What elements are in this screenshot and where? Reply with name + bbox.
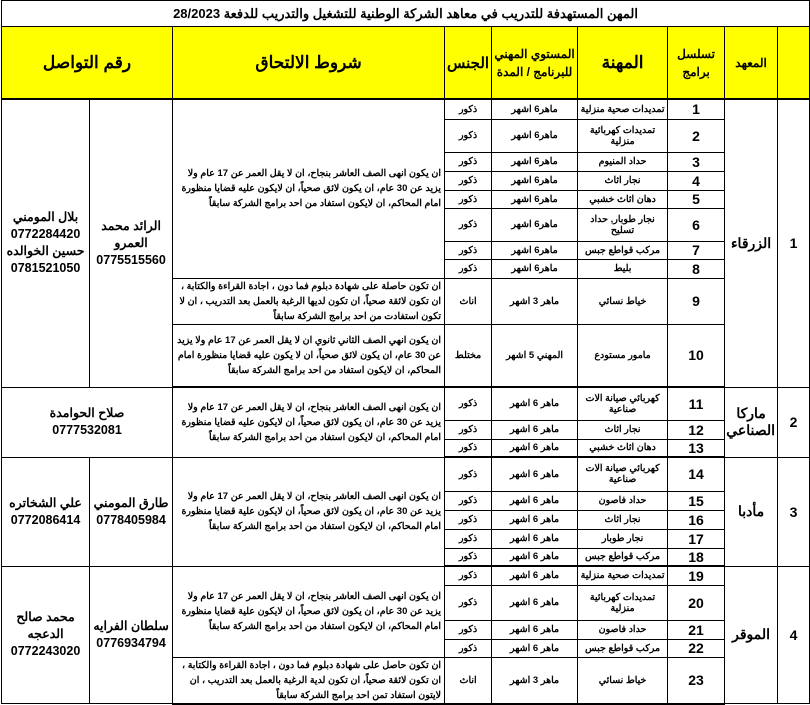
program-level: ماهر 6 اشهر bbox=[492, 510, 578, 529]
program-profession: حداد المنيوم bbox=[578, 152, 668, 171]
admission-conditions: ان يكون انهى الصف العاشر بنجاح، ان لا يقل العمر عن 17 عام ولا يزيد عن 30 عام، ان يكون لائق صحياً، ان لايكون علية قضايا منظورة امام المحاكم، ان لايكون استفاد من احد برامج الشركة سابقاً bbox=[173, 457, 445, 566]
program-serial: 6 bbox=[668, 208, 725, 241]
program-level: ماهر 6 اشهر bbox=[492, 420, 578, 439]
contact-phone: 0772243020 bbox=[10, 644, 81, 659]
program-serial: 7 bbox=[668, 241, 725, 259]
program-profession: مركب قواطع جبس bbox=[578, 241, 668, 259]
contact-name: الدعجه bbox=[27, 627, 64, 642]
program-level: ماهر 6 اشهر bbox=[492, 639, 578, 657]
admission-conditions: ان تكون حاصلة على شهادة دبلوم فما دون ، اجادة القراءة والكتابة ، ان تكون لائقة صحياً، ان تكون لديها الرغبة بالعمل بعد التدريب ، ان لا تكون استفادت من احد برامج الشركة سابقاً bbox=[173, 278, 445, 324]
program-serial: 18 bbox=[668, 548, 725, 566]
program-serial: 21 bbox=[668, 620, 725, 639]
institute-name: ماركا الصناعي bbox=[725, 387, 778, 457]
program-serial: 9 bbox=[668, 278, 725, 324]
program-serial: 17 bbox=[668, 529, 725, 548]
contact-phone: 0781521050 bbox=[10, 261, 81, 276]
program-level: ماهر 3 اشهر bbox=[492, 278, 578, 324]
contact-cell bbox=[2, 457, 90, 566]
program-serial: 8 bbox=[668, 259, 725, 278]
contact-name: العمرو bbox=[114, 235, 148, 250]
program-serial: 15 bbox=[668, 491, 725, 510]
program-profession: خياط نسائي bbox=[578, 657, 668, 704]
program-profession: حداد فاصون bbox=[578, 620, 668, 639]
program-level: ماهر 6 اشهر bbox=[492, 585, 578, 620]
program-gender: ذكور bbox=[445, 259, 492, 278]
contact-cell bbox=[90, 457, 173, 566]
program-profession: نجار طوبار bbox=[578, 529, 668, 548]
program-gender: ذكور bbox=[445, 119, 492, 152]
program-profession: تمديدات صحية منزلية bbox=[578, 566, 668, 585]
admission-conditions: ان يكون انهى الصف العاشر بنجاح، ان لا يقل العمر عن 17 عام ولا يزيد عن 30 عام، ان يكون لائق صحياً، ان لايكون علية قضايا منظورة امام المحاكم، ان لايكون استفاد من احد برامج الشركة سابقاً bbox=[173, 566, 445, 657]
program-gender: ذكور bbox=[445, 639, 492, 657]
contact-phone: 0777532081 bbox=[52, 423, 122, 437]
contact-name: علي الشخاتره bbox=[9, 495, 82, 510]
admission-conditions: ان يكون انهى الصف العاشر بنجاح، ان لا يقل العمر عن 17 عام ولا يزيد عن 30 عام، ان يكون لائق صحياً، ان لايكون عليه قضايا منظورة امام المحاكم، ان لايكون استفاد من احد برامج الشركة سابقاً bbox=[173, 387, 445, 457]
program-serial: 2 bbox=[668, 119, 725, 152]
program-profession: نجار اثاث bbox=[578, 420, 668, 439]
program-profession: خياط نسائي bbox=[578, 278, 668, 324]
contact-cell bbox=[90, 99, 173, 387]
program-level: ماهر6 اشهر bbox=[492, 190, 578, 208]
program-level: ماهر6 اشهر bbox=[492, 152, 578, 171]
program-gender: ذكور bbox=[445, 439, 492, 457]
program-gender: ذكور bbox=[445, 420, 492, 439]
program-gender: ذكور bbox=[445, 620, 492, 639]
contact-name: الرائد محمد bbox=[101, 218, 161, 233]
header-level: المستوي المهني للبرنامج / المدة bbox=[492, 27, 578, 100]
header-contact: رقم التواصل bbox=[2, 27, 173, 100]
program-gender: ذكور bbox=[445, 585, 492, 620]
header-gender: الجنس bbox=[445, 27, 492, 100]
contact-phone: 0772284420 bbox=[10, 227, 81, 242]
institute-index: 2 bbox=[778, 387, 810, 457]
admission-conditions: ان يكون انهي الصف الثاني ثانوي ان لا يقل العمر عن 17 عام ولا يزيد عن 30 عام، ان يكون لائق صحياً، ان لا يكون عليه قضايا منظورة امام المحاكم، ان لايكون استفاد من احد برامج الشركة سابقاً bbox=[173, 324, 445, 387]
table-row bbox=[2, 457, 810, 491]
program-level: ماهر6 اشهر bbox=[492, 99, 578, 119]
contact-phone: 0776934794 bbox=[96, 635, 166, 650]
program-profession: دهان اثاث خشبي bbox=[578, 439, 668, 457]
program-profession: كهربائي صيانة الات صناعية bbox=[578, 387, 668, 420]
admission-conditions: ان تكون حاصل على شهادة دبلوم فما دون ، اجادة القراءة والكتابة ، ان تكون لائقة صحياً، ان تكون لدية الرغبة بالعمل بعد التدريب ، ان لايتون استفاد تمن احد برامج الشركة سابقاً bbox=[173, 657, 445, 704]
contact-cell bbox=[2, 99, 90, 387]
program-gender: ذكور bbox=[445, 99, 492, 119]
program-level: ماهر 6 اشهر bbox=[492, 457, 578, 491]
program-serial: 3 bbox=[668, 152, 725, 171]
header-conditions: شروط الالتحاق bbox=[173, 27, 445, 100]
program-gender: ذكور bbox=[445, 457, 492, 491]
program-level: ماهر6 اشهر bbox=[492, 171, 578, 190]
table-row bbox=[2, 387, 810, 420]
program-profession: تمديدات كهربائية منزلية bbox=[578, 119, 668, 152]
contact-phone: 0778405984 bbox=[96, 512, 166, 527]
program-serial: 1 bbox=[668, 99, 725, 119]
institute-index: 3 bbox=[778, 457, 810, 566]
program-gender: ذكور bbox=[445, 171, 492, 190]
contact-name: سلطان الفرايه bbox=[93, 618, 169, 633]
program-profession: تمديدات كهربائية منزلية bbox=[578, 585, 668, 620]
table-body bbox=[2, 99, 810, 704]
header-serial: تسلسل برامج bbox=[668, 27, 725, 100]
program-level: ماهر 6 اشهر bbox=[492, 620, 578, 639]
program-gender: ذكور bbox=[445, 152, 492, 171]
institute-index: 4 bbox=[778, 566, 810, 704]
program-level: ماهر 6 اشهر bbox=[492, 387, 578, 420]
program-serial: 23 bbox=[668, 657, 725, 704]
program-level: ماهر 6 اشهر bbox=[492, 566, 578, 585]
program-gender: ذكور bbox=[445, 529, 492, 548]
program-profession: مركب قواطع جبس bbox=[578, 548, 668, 566]
program-profession: مامور مستودع bbox=[578, 324, 668, 387]
program-level: ماهر6 اشهر bbox=[492, 259, 578, 278]
table-row bbox=[2, 99, 810, 119]
institute-name: الزرقاء bbox=[725, 99, 778, 387]
contact-name: صلاح الحوامدة bbox=[49, 406, 125, 420]
program-gender: ذكور bbox=[445, 510, 492, 529]
program-profession: تمديدات صحية منزلية bbox=[578, 99, 668, 119]
program-level: ماهر 6 اشهر bbox=[492, 491, 578, 510]
program-level: ماهر6 اشهر bbox=[492, 119, 578, 152]
program-serial: 11 bbox=[668, 387, 725, 420]
contact-cell bbox=[2, 566, 90, 704]
program-serial: 14 bbox=[668, 457, 725, 491]
header-index bbox=[778, 27, 810, 100]
programs-table bbox=[1, 0, 810, 705]
program-serial: 20 bbox=[668, 585, 725, 620]
program-profession: كهربائي صيانة الات صناعية bbox=[578, 457, 668, 491]
admission-conditions: ان يكون انهى الصف العاشر بنجاح، ان لا يقل العمر عن 17 عام ولا يزيد عن 30 عام، ان يكون لائق صحياً، ان لايكون عليه قضايا منظورة امام المحاكم، ان لايكون استفاد من احد برامج الشركة سابقاً bbox=[173, 99, 445, 278]
program-level: ماهر6 اشهر bbox=[492, 241, 578, 259]
program-level: المهني 5 اشهر bbox=[492, 324, 578, 387]
institute-index: 1 bbox=[778, 99, 810, 387]
program-serial: 12 bbox=[668, 420, 725, 439]
program-serial: 13 bbox=[668, 439, 725, 457]
header-profession: المهنة bbox=[578, 27, 668, 100]
header-institute: المعهد bbox=[725, 27, 778, 100]
contact-name: طارق المومني bbox=[93, 495, 169, 510]
header-row bbox=[2, 27, 810, 100]
contact-name: بلال المومني bbox=[12, 210, 79, 225]
table-row bbox=[2, 566, 810, 585]
program-level: ماهر 6 اشهر bbox=[492, 548, 578, 566]
program-profession: حداد فاصون bbox=[578, 491, 668, 510]
program-level: ماهر 6 اشهر bbox=[492, 439, 578, 457]
program-serial: 19 bbox=[668, 566, 725, 585]
contact-phone: 0775515560 bbox=[96, 252, 166, 267]
program-serial: 16 bbox=[668, 510, 725, 529]
program-profession: نجار طوبار, حداد تسليح bbox=[578, 208, 668, 241]
program-gender: اناث bbox=[445, 657, 492, 704]
program-profession: نجار اثاث bbox=[578, 510, 668, 529]
program-gender: مختلط bbox=[445, 324, 492, 387]
program-level: ماهر6 اشهر bbox=[492, 208, 578, 241]
program-profession: مركب قواطع جبس bbox=[578, 639, 668, 657]
program-gender: ذكور bbox=[445, 208, 492, 241]
program-gender: ذكور bbox=[445, 241, 492, 259]
program-level: ماهر 3 اشهر bbox=[492, 657, 578, 704]
program-profession: نجار اثاث bbox=[578, 171, 668, 190]
program-gender: ذكور bbox=[445, 566, 492, 585]
program-gender: ذكور bbox=[445, 387, 492, 420]
program-serial: 10 bbox=[668, 324, 725, 387]
program-gender: ذكور bbox=[445, 190, 492, 208]
contact-name: محمد صالح bbox=[16, 610, 75, 625]
contact-cell bbox=[2, 387, 173, 457]
program-serial: 4 bbox=[668, 171, 725, 190]
program-serial: 22 bbox=[668, 639, 725, 657]
program-gender: ذكور bbox=[445, 548, 492, 566]
program-profession: دهان اثاث خشبي bbox=[578, 190, 668, 208]
program-profession: بليط bbox=[578, 259, 668, 278]
contact-cell bbox=[90, 566, 173, 704]
contact-name: حسين الخوالده bbox=[6, 244, 85, 259]
program-serial: 5 bbox=[668, 190, 725, 208]
document-title: المهن المستهدفة للتدريب في معاهد الشركة الوطنية للتشغيل والتدريب للدفعة 28/2023 bbox=[2, 1, 810, 27]
contact-phone: 0772086414 bbox=[10, 512, 81, 527]
program-gender: اناث bbox=[445, 278, 492, 324]
institute-name: مأدبا bbox=[725, 457, 778, 566]
program-gender: ذكور bbox=[445, 491, 492, 510]
institute-name: الموقر bbox=[725, 566, 778, 704]
program-level: ماهر 6 اشهر bbox=[492, 529, 578, 548]
